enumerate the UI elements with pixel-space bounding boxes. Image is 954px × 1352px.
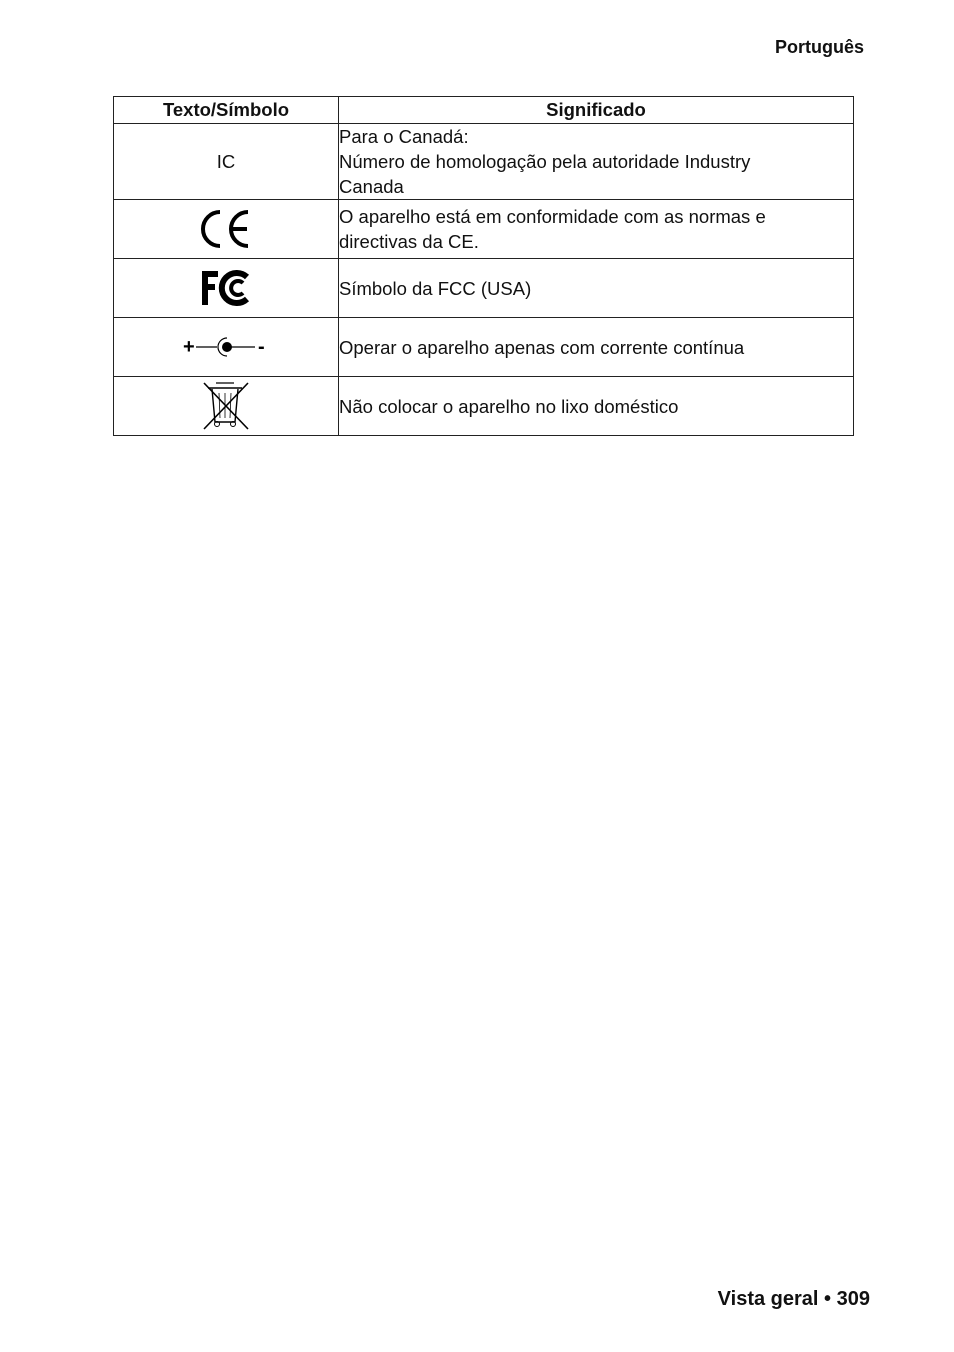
symbol-cell — [114, 318, 339, 377]
crossed-bin-icon — [202, 381, 250, 431]
meaning-line: Para o Canadá: — [339, 126, 469, 147]
symbol-cell — [114, 377, 339, 436]
symbols-table — [113, 96, 854, 436]
ce-mark-icon — [200, 209, 252, 249]
dc-polarity-icon — [181, 335, 271, 359]
table-row — [114, 200, 854, 259]
meaning-cell — [339, 124, 854, 200]
symbol-cell — [114, 200, 339, 259]
meaning-line: Número de homologação pela autoridade Industry — [339, 151, 751, 172]
footer-separator: • — [824, 1288, 832, 1310]
table-row — [114, 377, 854, 436]
meaning-line: O aparelho está em conformidade com as normas e — [339, 206, 766, 227]
table-row — [114, 124, 854, 200]
meaning-cell — [339, 318, 854, 377]
symbol-cell — [114, 259, 339, 318]
page-footer — [718, 1288, 870, 1311]
column-header-symbol: Texto/Símbolo — [114, 97, 339, 124]
table-row — [114, 259, 854, 318]
meaning-line: Operar o aparelho apenas com corrente contínua — [339, 336, 745, 358]
footer-section-title: Vista geral — [717, 1288, 819, 1310]
page-number: 309 — [836, 1288, 870, 1310]
meaning-line: Canada — [339, 176, 404, 197]
meaning-line: Símbolo da FCC (USA) — [339, 277, 532, 299]
table-header-row — [114, 97, 854, 124]
page-language-header: Português — [774, 37, 864, 57]
meaning-cell — [339, 377, 854, 436]
meaning-line: Não colocar o aparelho no lixo doméstico — [339, 395, 679, 417]
fcc-logo-icon — [201, 270, 251, 306]
table-row — [114, 318, 854, 377]
minus-sign: - — [258, 336, 265, 358]
symbol-text-ic: IC — [114, 124, 339, 200]
meaning-cell — [339, 200, 854, 259]
meaning-line: directivas da CE. — [339, 231, 479, 252]
meaning-cell — [339, 259, 854, 318]
plus-sign: + — [183, 336, 195, 358]
column-header-meaning: Significado — [339, 97, 854, 124]
